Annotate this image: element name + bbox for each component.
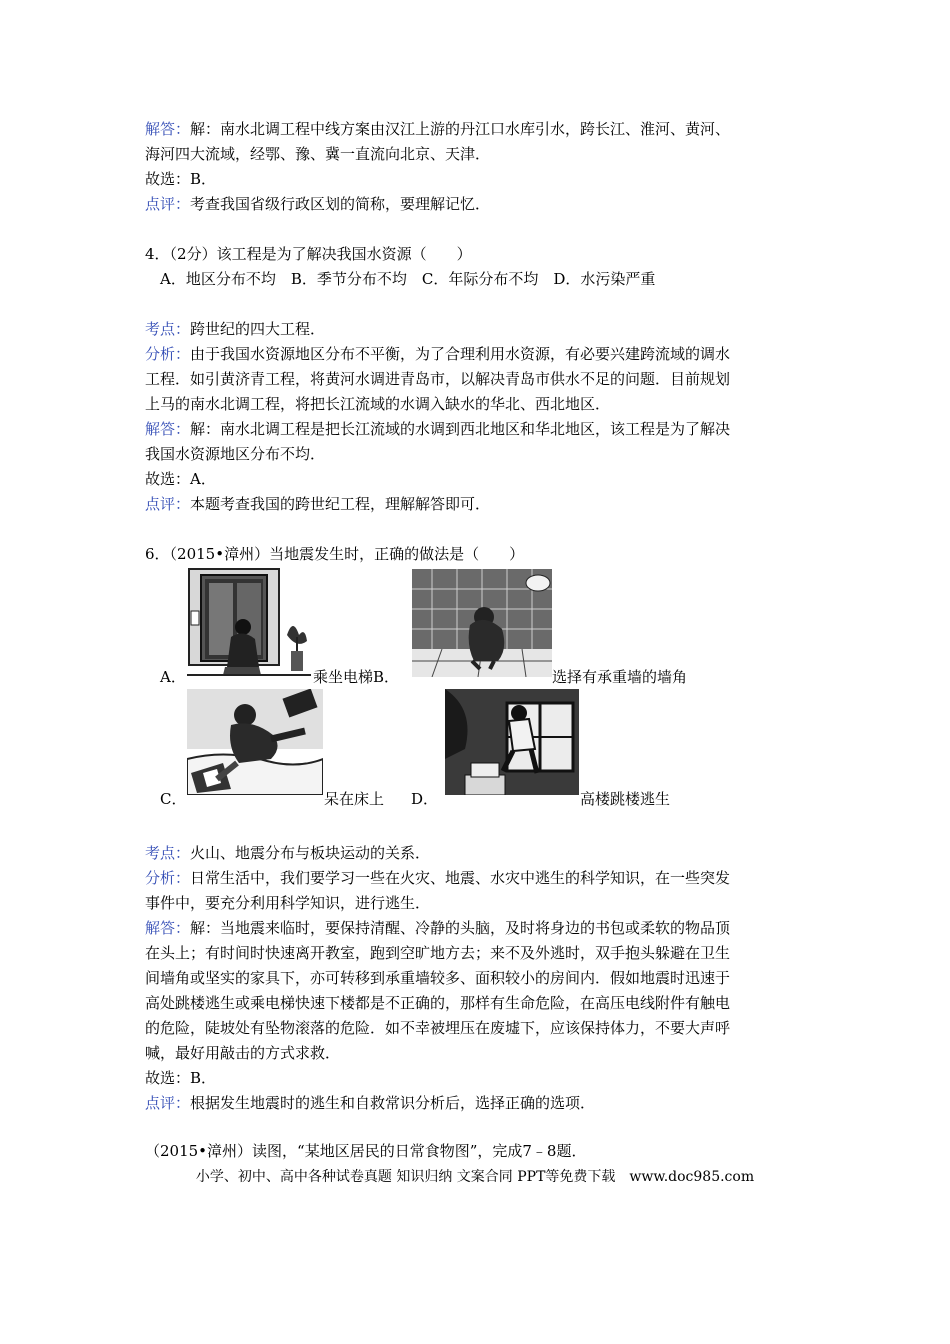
- q6-analysis-line-1: 分析：日常生活中，我们要学习一些在火灾、地震、水灾中逃生的科学知识，在一些突发: [145, 869, 731, 887]
- q6-option-c-text: 呆在床上: [324, 790, 385, 808]
- elevator-illustration: [187, 567, 311, 679]
- q4-answer-line-2: 我国水资源地区分布不均．: [145, 445, 326, 463]
- q6-analysis-line-2: 事件中，要充分利用科学知识，进行逃生．: [145, 894, 431, 912]
- q3-comment: 点评：考查我国省级行政区划的简称，要理解记忆．: [145, 195, 491, 213]
- q6-answer-line-1: 解答：解：当地震来临时，要保持清醒、冷静的头脑，及时将身边的书包或柔软的物品顶: [145, 919, 731, 937]
- q3-choice: 故选：B．: [145, 170, 217, 188]
- q4-comment: 点评：本题考查我国的跨世纪工程，理解解答即可．: [145, 495, 491, 513]
- q6-option-b-text: 选择有承重墙的墙角: [552, 668, 688, 686]
- q6-stem: 6．（2015•漳州）当地震发生时，正确的做法是（ ）: [145, 545, 525, 563]
- q3-answer-line-2: 海河四大流域，经鄂、豫、冀一直流向北京、天津．: [145, 145, 491, 163]
- q4-options: A．地区分布不均 B．季节分布不均 C．年际分布不均 D．水污染严重: [160, 270, 656, 288]
- q6-answer-line-3: 间墙角或坚实的家具下，亦可转移到承重墙较多、面积较小的房间内．假如地震时迅速于: [145, 969, 731, 987]
- q4-analysis-line-2: 工程．如引黄济青工程，将黄河水调进青岛市，以解决青岛市供水不足的问题．目前规划: [145, 370, 731, 388]
- q4-choice: 故选：A．: [145, 470, 216, 488]
- q6-option-c-letter: C．: [160, 790, 187, 808]
- q6-answer-line-5: 的危险，陡坡处有坠物滚落的危险．如不幸被埋压在废墟下，应该保持体力，不要大声呼: [145, 1019, 731, 1037]
- q6-comment: 点评：根据发生地震时的逃生和自救常识分析后，选择正确的选项．: [145, 1094, 596, 1112]
- q6-option-a-letter: A．: [160, 668, 186, 686]
- q4-analysis-line-3: 上马的南水北调工程，将把长江流域的水调入缺水的华北、西北地区．: [145, 395, 611, 413]
- q6-point: 考点：火山、地震分布与板块运动的关系．: [145, 844, 431, 862]
- q6-choice: 故选：B．: [145, 1069, 217, 1087]
- q4-analysis-line-1: 分析：由于我国水资源地区分布不平衡，为了合理利用水资源，有必要兴建跨流域的调水: [145, 345, 731, 363]
- q6-answer-line-4: 高处跳楼逃生或乘电梯快速下楼都是不正确的，那样有生命危险，在高压电线附件有触电: [145, 994, 731, 1012]
- q6-answer-line-6: 喊，最好用敲击的方式求救．: [145, 1044, 341, 1062]
- q6-option-a-text: 乘坐电梯B．: [313, 668, 400, 686]
- q3-answer-line-1: 解答：解：南水北调工程中线方案由汉江上游的丹江口水库引水，跨长江、淮河、黄河、: [145, 120, 731, 138]
- window-jump-illustration: [445, 689, 579, 795]
- q6-option-d-text: 高楼跳楼逃生: [580, 790, 671, 808]
- q78-stem: （2015•漳州）读图，“某地区居民的日常食物图”，完成7﹣8题．: [145, 1142, 587, 1160]
- page-footer: 小学、初中、高中各种试卷真题 知识归纳 文案合同 PPT等免费下载 www.doc985.com: [195, 1169, 755, 1185]
- bed-illustration: [187, 689, 323, 795]
- q4-point: 考点：跨世纪的四大工程．: [145, 320, 326, 338]
- q4-stem: 4．（2分）该工程是为了解决我国水资源（ ）: [145, 245, 472, 263]
- q6-option-d-letter: D．: [411, 790, 439, 808]
- q4-answer-line-1: 解答：解：南水北调工程是把长江流域的水调到西北地区和华北地区，该工程是为了解决: [145, 420, 731, 438]
- q6-answer-line-2: 在头上；有时间时快速离开教室，跑到空旷地方去；来不及外逃时，双手抱头躲避在卫生: [145, 944, 731, 962]
- wall-corner-illustration: [412, 569, 552, 677]
